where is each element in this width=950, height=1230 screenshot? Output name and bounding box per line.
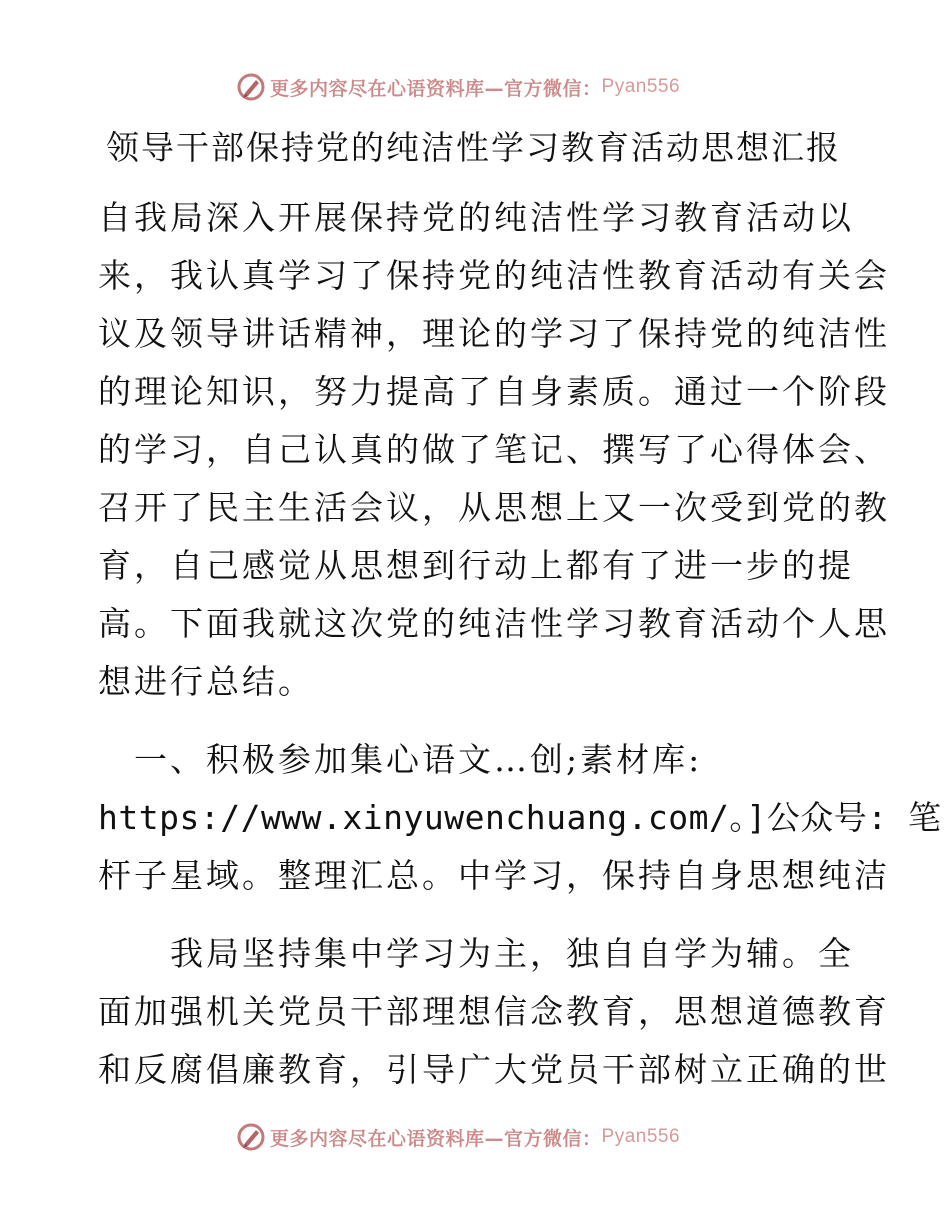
header-banner bbox=[0, 70, 950, 110]
banner-wechat-id: Pyan556 bbox=[601, 1126, 681, 1147]
pen-logo-icon bbox=[236, 1122, 266, 1152]
paragraph-line: 召开了民主生活会议，从思想上又一次受到党的教 bbox=[98, 488, 890, 527]
paragraph-line: 和反腐倡廉教育，引导广大党员干部树立正确的世 bbox=[98, 1050, 890, 1089]
paragraph-line: 高。下面我就这次党的纯洁性学习教育活动个人思 bbox=[98, 604, 890, 643]
paragraph-line: 的理论知识，努力提高了自身素质。通过一个阶段 bbox=[98, 372, 890, 411]
paragraph-line: 来，我认真学习了保持党的纯洁性教育活动有关会 bbox=[98, 256, 890, 295]
paragraph-line: 想进行总结。 bbox=[98, 662, 314, 701]
footer-banner bbox=[0, 1120, 950, 1160]
section-heading: 一、积极参加集心语文…创;素材库: bbox=[98, 740, 703, 779]
paragraph-line: 育，自己感觉从思想到行动上都有了进一步的提 bbox=[98, 546, 854, 585]
paragraph-line: 自我局深入开展保持党的纯洁性学习教育活动以 bbox=[98, 198, 854, 237]
page-title: 领导干部保持党的纯洁性学习教育活动思想汇报 bbox=[106, 128, 841, 167]
pen-logo-icon bbox=[236, 72, 266, 102]
section-heading-line: 杆子星域。整理汇总。中学习，保持自身思想纯洁 bbox=[98, 856, 890, 895]
paragraph-line: 议及领导讲话精神，理论的学习了保持党的纯洁性 bbox=[98, 314, 890, 353]
banner-slogan: 更多内容尽在心语资料库—官方微信： bbox=[270, 1127, 602, 1150]
banner-wechat-id: Pyan556 bbox=[601, 76, 681, 97]
paragraph-line: 面加强机关党员干部理想信念教育，思想道德教育 bbox=[98, 992, 890, 1031]
paragraph-line: 我局坚持集中学习为主，独自自学为辅。全 bbox=[98, 934, 854, 973]
section-url-line: https://www.xinyuwenchuang.com/。]公众号: 笔 bbox=[98, 798, 942, 837]
paragraph-line: 的学习，自己认真的做了笔记、撰写了心得体会、 bbox=[98, 430, 890, 469]
banner-slogan: 更多内容尽在心语资料库—官方微信： bbox=[270, 77, 602, 100]
